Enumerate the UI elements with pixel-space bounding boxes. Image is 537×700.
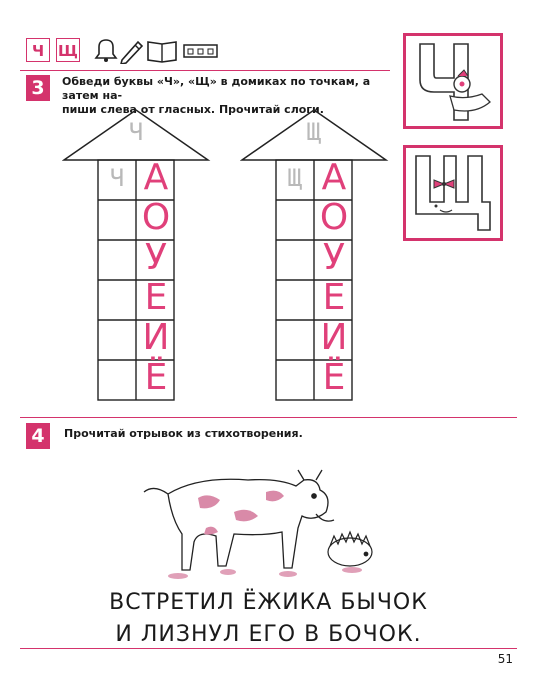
pencil-icon: [121, 42, 142, 64]
letter-box-shch: Щ: [56, 38, 80, 62]
divider-top: [20, 70, 390, 71]
letter-card-shch: [403, 145, 503, 241]
letter-box-ch: Ч: [26, 38, 50, 62]
house-shch-vowel-a: А: [321, 157, 347, 198]
poem-line-1: ВСТРЕТИЛ ЁЖИКА БЫЧОК: [109, 590, 428, 615]
bull-and-hedgehog-illustration: [138, 450, 388, 585]
poem-line-2: И ЛИЗНУЛ ЕГО В БОЧОК.: [115, 622, 422, 647]
house-ch-roof-letter: Ч: [128, 118, 144, 146]
house-ch-vowel-yo: Ё: [144, 357, 168, 398]
page-number: 51: [497, 652, 513, 666]
house-shch-vowel-u: У: [323, 237, 345, 278]
house-ch-vowel-o: О: [141, 197, 171, 238]
header-icons: [92, 36, 222, 64]
letter-card-ch-illustration: [406, 36, 500, 126]
exercise-4-number: 4: [26, 423, 50, 449]
bell-icon: [96, 40, 116, 62]
house-ch-vowel-a: А: [143, 157, 169, 198]
house-shch-roof-letter: Щ: [306, 118, 322, 146]
house-shch-trace-letter: Щ: [287, 164, 303, 192]
house-shch-vowel-yo: Ё: [322, 357, 346, 398]
exercise-4-instruction: Прочитай отрывок из стихотворения.: [64, 427, 303, 440]
house-shch-vowel-i: И: [320, 317, 348, 358]
book-icon: [148, 42, 176, 62]
house-ch-vowel-i: И: [142, 317, 170, 358]
exercise-3-number: 3: [26, 75, 50, 101]
divider-middle: [20, 417, 517, 418]
house-ch-vowel-e: Е: [144, 277, 168, 318]
house-shch-vowel-o: О: [319, 197, 349, 238]
house-ch-vowel-u: У: [145, 237, 167, 278]
letter-card-ch: [403, 33, 503, 129]
bull-figure: [144, 470, 334, 570]
hedgehog-figure: [328, 532, 372, 566]
exercise-3-instruction-line2: пиши слева от гласных. Прочитай слоги.: [62, 103, 324, 116]
exercise-3-instruction-line1: Обведи буквы «Ч», «Щ» в домиках по точкам, а затем на-: [62, 75, 371, 102]
house-shch-vowel-e: Е: [322, 277, 346, 318]
house-ch-trace-letter: Ч: [109, 164, 125, 192]
divider-bottom: [20, 648, 517, 649]
letter-card-shch-illustration: [406, 148, 500, 238]
syllable-squares-icon: [184, 45, 217, 57]
ground-patches: [168, 567, 362, 579]
